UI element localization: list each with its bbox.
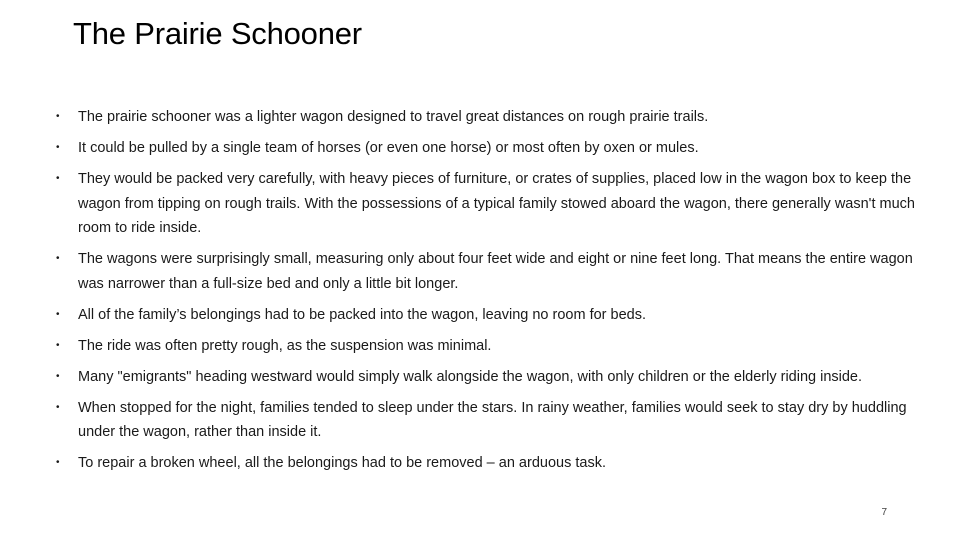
page-number: 7 bbox=[881, 507, 887, 518]
bullet-text: The prairie schooner was a lighter wagon designed to travel great distances on rough prairie trails. bbox=[78, 109, 709, 125]
bullet-icon: • bbox=[56, 111, 60, 122]
bullet-icon: • bbox=[56, 173, 60, 184]
bullet-text: It could be pulled by a single team of horses (or even one horse) or most often by oxen or mules. bbox=[78, 140, 699, 156]
bullet-item bbox=[56, 396, 916, 445]
bullet-icon: • bbox=[56, 308, 60, 320]
bullet-item bbox=[56, 136, 916, 161]
bullet-text: They would be packed very carefully, with heavy pieces of furniture, or crates of supplies, placed low in the wagon box to keep the wagon from tipping on rough trails. With the possessions of a typical family stowed aboard the wagon, there generally wasn't much room to ride inside. bbox=[78, 171, 915, 236]
bullet-item bbox=[56, 365, 916, 390]
bullet-item bbox=[56, 334, 916, 359]
bullet-text: To repair a broken wheel, all the belongings had to be removed – an arduous task. bbox=[78, 455, 606, 471]
bullet-icon: • bbox=[56, 339, 60, 351]
bullet-item bbox=[56, 167, 916, 241]
bullet-icon: • bbox=[56, 142, 60, 153]
bullet-text: The ride was often pretty rough, as the suspension was minimal. bbox=[78, 337, 492, 354]
bullet-text: Many "emigrants" heading westward would simply walk alongside the wagon, with only children or the elderly riding inside. bbox=[78, 368, 863, 385]
slide-title: The Prairie Schooner bbox=[73, 16, 362, 51]
bullet-item bbox=[56, 247, 916, 296]
bullet-text: When stopped for the night, families tended to sleep under the stars. In rainy weather, families would seek to stay dry by huddling under the wagon, rather than inside it. bbox=[78, 399, 907, 440]
bullet-item bbox=[56, 451, 916, 476]
bullet-icon: • bbox=[56, 253, 60, 264]
bullet-icon: • bbox=[56, 370, 60, 382]
bullet-icon: • bbox=[56, 401, 60, 413]
bullet-item bbox=[56, 303, 916, 328]
bullet-icon: • bbox=[56, 457, 60, 468]
bullet-text: The wagons were surprisingly small, measuring only about four feet wide and eight or nine feet long. That means the entire wagon was narrower than a full-size bed and only a little bit longer. bbox=[78, 251, 913, 292]
bullet-list bbox=[56, 105, 916, 482]
bullet-text: All of the family’s belongings had to be packed into the wagon, leaving no room for beds. bbox=[78, 306, 647, 323]
bullet-item bbox=[56, 105, 916, 130]
